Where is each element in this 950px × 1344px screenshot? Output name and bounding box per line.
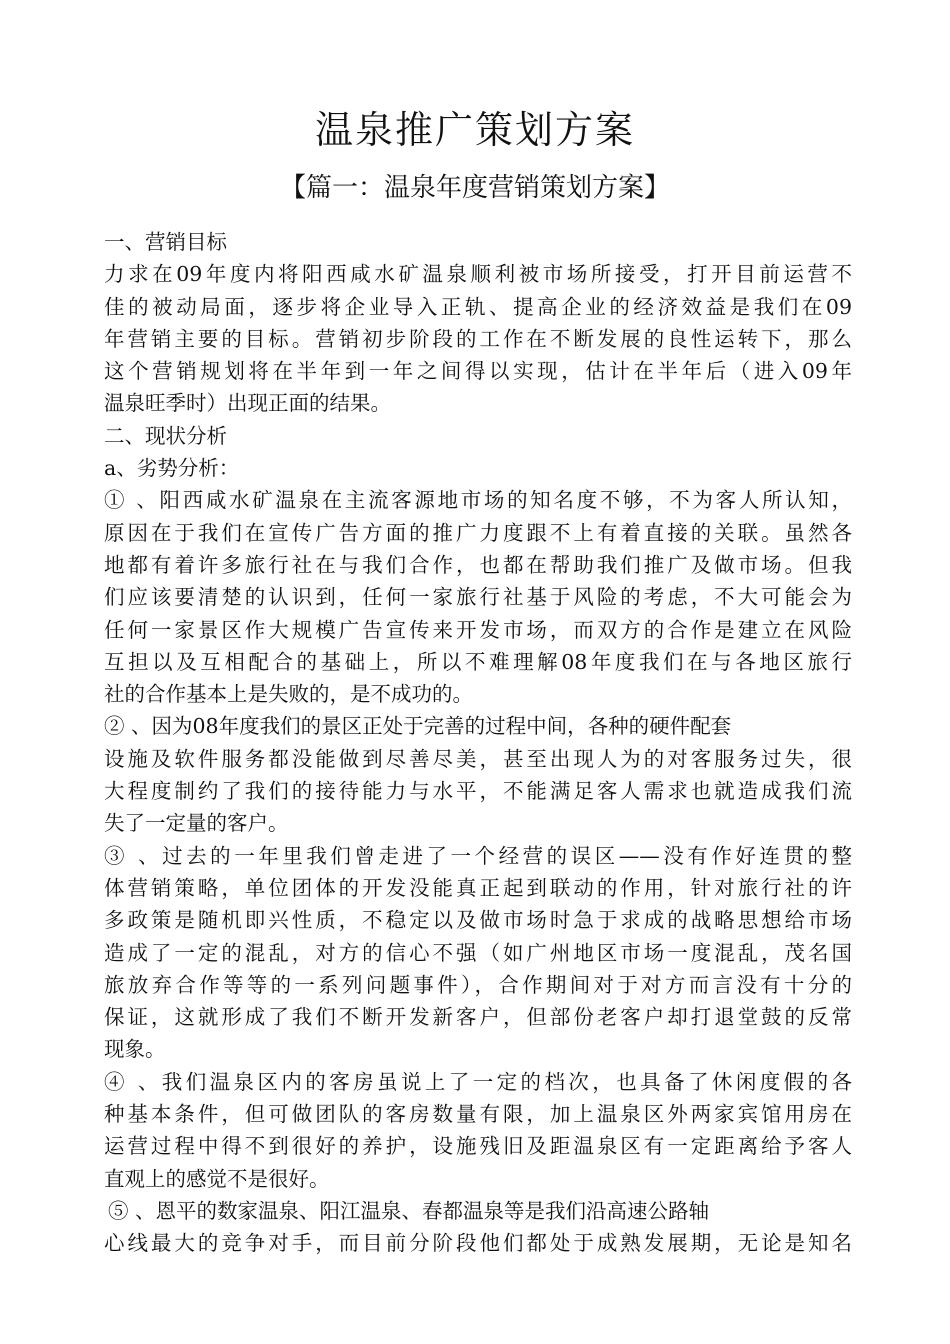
- paragraph-line: 运营过程中得不到很好的养护，设施残旧及距温泉区有一定距离给予客人: [104, 1134, 852, 1159]
- paragraph-line: 多政策是随机即兴性质，不稳定以及做市场时急于求成的战略思想给市场: [104, 908, 852, 933]
- paragraph-line: 设施及软件服务都没能做到尽善尽美，甚至出现人为的对客服务过失，很: [104, 746, 852, 771]
- paragraph-line: 心线最大的竞争对手，而目前分阶段他们都处于成熟发展期，无论是知名: [104, 1231, 852, 1256]
- section-heading: 二、现状分析: [104, 423, 227, 448]
- paragraph-line: 体营销策略，单位团体的开发没能真正起到联动的作用，针对旅行社的许: [104, 875, 852, 900]
- subsection-heading: a、劣势分析：: [104, 456, 240, 481]
- paragraph-line: 种基本条件，但可做团队的客房数量有限，加上温泉区外两家宾馆用房在: [104, 1102, 852, 1127]
- paragraph-line: 社的合作基本上是失败的，是不成功的。: [104, 682, 473, 707]
- paragraph-line: ③ 、过去的一年里我们曾走进了一个经营的误区——没有作好连贯的整: [104, 843, 852, 868]
- paragraph-line: 佳的被动局面，逐步将企业导入正轨、提高企业的经济效益是我们在09: [104, 294, 852, 319]
- paragraph-line: 温泉旺季时）出现正面的结果。: [104, 391, 391, 416]
- paragraph-line: 力求在09年度内将阳西咸水矿温泉顺利被市场所接受，打开目前运营不: [104, 262, 852, 287]
- paragraph-line: 造成了一定的混乱，对方的信心不强（如广州地区市场一度混乱，茂名国: [104, 940, 852, 965]
- paragraph-line: 失了一定量的客户。: [104, 811, 289, 836]
- paragraph-line: ① 、阳西咸水矿温泉在主流客源地市场的知名度不够，不为客人所认知，: [104, 488, 852, 513]
- document-title: 温泉推广策划方案: [314, 108, 635, 152]
- paragraph-line: ④ 、我们温泉区内的客房虽说上了一定的档次，也具备了休闲度假的各: [104, 1069, 852, 1094]
- paragraph-line: 大程度制约了我们的接待能力与水平，不能满足客人需求也就造成我们流: [104, 779, 852, 804]
- paragraph-line: 这个营销规划将在半年到一年之间得以实现，估计在半年后（进入09年: [104, 359, 852, 384]
- section-heading: 一、营销目标: [104, 230, 227, 254]
- paragraph-line: 现象。: [104, 1037, 166, 1062]
- paragraph-line: 们应该要清楚的认识到，任何一家旅行社基于风险的考虑，不大可能会为: [104, 585, 852, 610]
- paragraph-line: ⑤ 、恩平的数家温泉、阳江温泉、春都温泉等是我们沿高速公路轴: [108, 1198, 710, 1223]
- paragraph-line: 原因在于我们在宣传广告方面的推广力度跟不上有着直接的关联。虽然各: [104, 520, 852, 545]
- paragraph-line: 直观上的感觉不是很好。: [104, 1166, 330, 1191]
- paragraph-line: 保证，这就形成了我们不断开发新客户，但部份老客户却打退堂鼓的反常: [104, 1005, 852, 1030]
- paragraph-line: 任何一家景区作大规模广告宣传来开发市场，而双方的合作是建立在风险: [104, 617, 852, 642]
- paragraph-line: 旅放弃合作等等的一系列问题事件），合作期间对于对方而言没有十分的: [104, 972, 852, 997]
- paragraph-line: 地都有着许多旅行社在与我们合作，也都在帮助我们推广及做市场。但我: [104, 552, 852, 577]
- document-body: [104, 226, 852, 1260]
- paragraph-line: ② 、因为08年度我们的景区正处于完善的过程中间，各种的硬件配套: [104, 714, 732, 739]
- document-subtitle: 【篇一：温泉年度营销策划方案】: [279, 173, 670, 203]
- paragraph-line: 互担以及互相配合的基础上，所以不难理解08年度我们在与各地区旅行: [104, 649, 852, 674]
- paragraph-line: 年营销主要的目标。营销初步阶段的工作在不断发展的良性运转下，那么: [104, 326, 852, 351]
